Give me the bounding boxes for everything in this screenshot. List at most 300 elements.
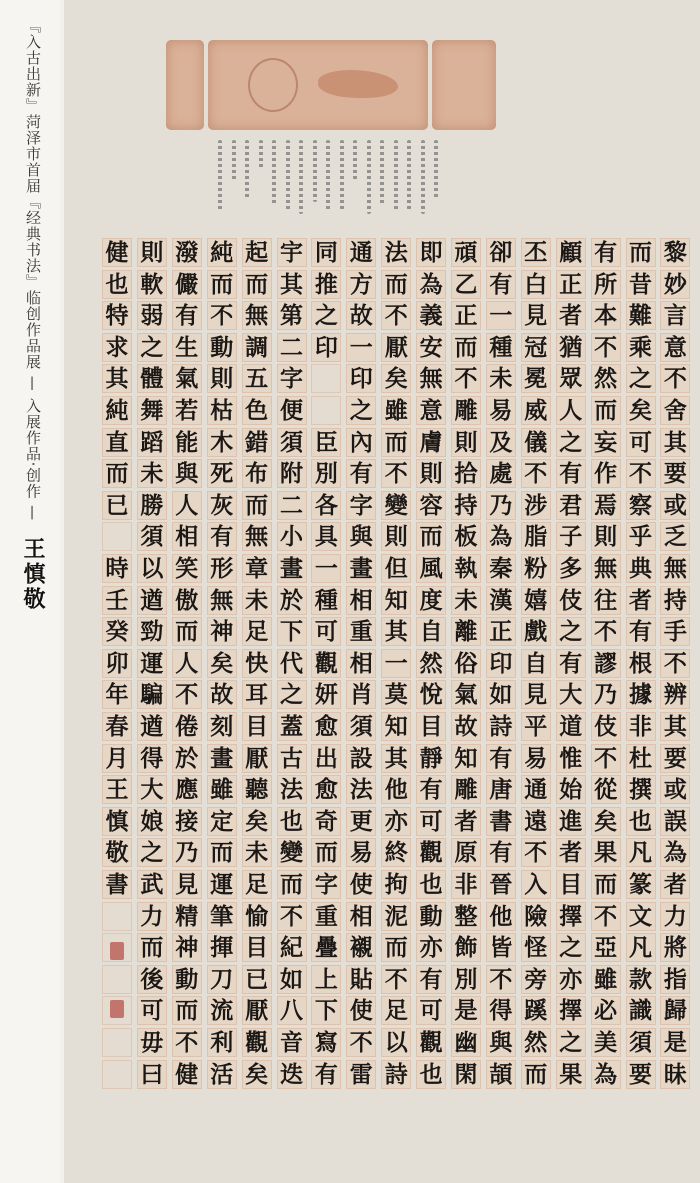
character-cell [207,459,237,488]
calligraphy-character: 是 [454,997,478,1025]
calligraphy-character: 正 [559,270,583,298]
character-cell [207,301,237,330]
calligraphy-character: 傲 [175,586,199,614]
character-cell [626,364,656,393]
character-cell [277,459,307,488]
character-cell [207,1060,237,1089]
character-cell [591,807,621,836]
calligraphy-character: 與 [175,460,199,488]
calligraphy-character: 不 [663,365,687,393]
character-cell [277,965,307,994]
character-cell [451,775,481,804]
character-cell [137,396,167,425]
calligraphy-character: 有 [419,965,443,993]
calligraphy-character: 襯 [349,934,373,962]
character-cell [521,428,551,457]
calligraphy-character: 要 [629,1060,652,1088]
calligraphy-character: 利 [210,1029,234,1056]
calligraphy-character: 無 [245,302,269,330]
character-cell [626,522,656,551]
character-cell [311,965,341,994]
character-cell [311,680,341,709]
character-cell [346,554,376,583]
calligraphy-character: 者 [629,586,652,614]
calligraphy-character: 之 [280,681,303,709]
character-cell [381,617,411,646]
character-cell [556,396,586,425]
character-cell [626,586,656,615]
character-cell [591,270,621,299]
character-cell [486,838,516,867]
character-cell [207,491,237,520]
character-cell [172,996,202,1025]
character-cell [626,617,656,646]
character-cell [521,680,551,709]
character-cell [416,522,446,551]
character-cell [486,933,516,962]
character-cell [137,459,167,488]
character-cell [486,744,516,773]
character-cell [346,838,376,867]
calligraphy-character: 不 [594,902,618,930]
calligraphy-character: 或 [663,491,687,519]
calligraphy-character: 畫 [349,555,373,582]
character-cell [311,649,341,678]
calligraphy-character: 於 [175,744,199,772]
calligraphy-character: 相 [175,523,199,551]
calligraphy-character: 後 [140,965,164,993]
character-cell [660,996,690,1025]
character-cell [521,238,551,267]
calligraphy-character: 本 [594,302,618,330]
calligraphy-character: 死 [210,460,234,488]
calligraphy-character: 離 [454,618,478,646]
calligraphy-character: 及 [489,428,513,456]
calligraphy-character: 然 [594,365,618,393]
calligraphy-character: 笑 [175,555,199,582]
calligraphy-character: 則 [594,523,618,551]
character-cell [416,364,446,393]
character-cell [381,712,411,741]
character-cell [277,396,307,425]
calligraphy-character: 下 [280,618,303,646]
calligraphy-character: 則 [210,365,234,393]
calligraphy-character: 閑 [454,1060,478,1088]
character-cell [381,301,411,330]
character-cell [242,586,272,615]
character-cell [172,491,202,520]
calligraphy-character: 而 [384,428,408,456]
calligraphy-character: 而 [175,618,199,646]
label-separator-1: — [24,375,42,392]
character-cell [381,522,411,551]
calligraphy-character: 法 [280,776,303,804]
calligraphy-character: 拘 [384,871,408,898]
calligraphy-character: 毋 [140,1029,164,1056]
character-cell [626,333,656,362]
calligraphy-character: 靜 [419,744,443,772]
character-cell [311,586,341,615]
character-cell [207,933,237,962]
calligraphy-character: 不 [629,460,652,488]
character-cell [242,238,272,267]
character-cell [346,1060,376,1089]
calligraphy-character: 肖 [349,681,373,709]
character-cell [591,775,621,804]
chariot-wheel-icon [248,58,298,112]
calligraphy-character: 漢 [489,586,513,614]
character-cell [102,649,132,678]
character-cell [591,712,621,741]
character-cell [416,586,446,615]
calligraphy-character: 而 [384,934,408,962]
character-cell [521,965,551,994]
calligraphy-character: 有 [629,618,652,646]
character-cell [591,744,621,773]
calligraphy-character: 畫 [280,555,303,582]
character-cell [172,1028,202,1057]
calligraphy-character: 健 [175,1060,199,1088]
calligraphy-character: 軟 [140,270,164,298]
character-cell [381,870,411,899]
calligraphy-character: 小 [280,523,303,551]
character-cell [311,775,341,804]
calligraphy-character: 有 [210,523,234,551]
calligraphy-character: 美 [594,1029,618,1056]
character-cell [660,933,690,962]
character-cell [277,428,307,457]
calligraphy-character: 以 [140,555,164,582]
character-cell [137,522,167,551]
character-cell [416,1028,446,1057]
character-cell [626,870,656,899]
calligraphy-character: 使 [349,997,373,1025]
calligraphy-character: 應 [175,776,199,804]
calligraphy-character: 不 [524,839,548,867]
calligraphy-character: 可 [419,807,443,835]
calligraphy-character: 易 [489,397,513,424]
character-cell [277,712,307,741]
character-cell [556,554,586,583]
calligraphy-character: 不 [663,649,687,677]
calligraphy-character: 雖 [384,397,408,424]
character-cell [591,870,621,899]
seal-rubbing-band [166,40,496,130]
calligraphy-character: 篆 [629,871,652,898]
calligraphy-character: 無 [245,523,269,551]
calligraphy-character: 不 [594,333,618,361]
character-cell [311,744,341,773]
character-cell [207,428,237,457]
calligraphy-character: 厭 [384,333,408,361]
character-cell [102,554,132,583]
calligraphy-character: 者 [663,871,687,898]
calligraphy-character: 健 [105,239,129,266]
calligraphy-character: 終 [384,839,408,867]
calligraphy-character: 故 [210,681,234,709]
character-cell [137,1028,167,1057]
calligraphy-character: 種 [489,333,513,361]
character-cell [137,491,167,520]
character-cell [242,838,272,867]
character-cell [660,459,690,488]
calligraphy-character: 八 [280,997,303,1025]
calligraphy-character: 知 [384,713,408,740]
character-cell [591,586,621,615]
character-cell [311,301,341,330]
character-cell [591,364,621,393]
character-cell [381,586,411,615]
character-cell [137,238,167,267]
calligraphy-character: 泥 [384,902,408,930]
calligraphy-character: 動 [210,333,234,361]
inscription-line [407,140,411,210]
calligraphy-character: 相 [349,649,373,677]
calligraphy-character: 見 [524,302,548,330]
character-cell [137,965,167,994]
character-cell [102,807,132,836]
character-cell [521,902,551,931]
character-cell [521,712,551,741]
calligraphy-character: 冕 [524,365,548,393]
calligraphy-character: 處 [489,460,513,488]
calligraphy-character: 章 [245,555,269,582]
calligraphy-character: 已 [105,491,129,519]
character-cell [451,996,481,1025]
character-cell [451,301,481,330]
calligraphy-character: 為 [594,1060,618,1088]
character-cell [451,554,481,583]
character-cell [556,238,586,267]
calligraphy-character: 印 [489,649,513,677]
calligraphy-character: 怪 [524,934,548,962]
character-cell [486,1028,516,1057]
calligraphy-character: 人 [175,491,199,519]
character-cell [521,807,551,836]
character-cell [172,712,202,741]
character-cell [102,870,132,899]
calligraphy-character: 有 [419,776,443,804]
calligraphy-character: 倦 [175,713,199,740]
character-cell [242,680,272,709]
character-cell [277,1060,307,1089]
calligraphy-character: 他 [384,776,408,804]
character-cell [137,364,167,393]
calligraphy-character: 頑 [454,239,478,266]
calligraphy-character: 大 [140,776,164,804]
character-cell [242,712,272,741]
character-cell [626,933,656,962]
character-cell [346,933,376,962]
character-cell [486,965,516,994]
character-cell [172,270,202,299]
character-cell [556,428,586,457]
character-cell [626,396,656,425]
character-cell [451,617,481,646]
calligraphy-character: 要 [663,460,687,488]
character-cell [346,270,376,299]
calligraphy-character: 則 [419,460,443,488]
calligraphy-character: 代 [280,649,303,677]
calligraphy-character: 印 [314,333,338,361]
character-cell [277,870,307,899]
character-cell [416,270,446,299]
calligraphy-character: 意 [419,397,443,424]
calligraphy-character: 乘 [629,333,652,361]
character-cell [591,1060,621,1089]
character-cell [660,775,690,804]
character-cell [556,838,586,867]
calligraphy-character: 月 [105,744,129,772]
calligraphy-character: 如 [489,681,513,709]
calligraphy-character: 上 [314,965,338,993]
character-cell [172,680,202,709]
character-cell [346,680,376,709]
calligraphy-character: 必 [594,997,618,1025]
calligraphy-grid [102,238,694,1093]
calligraphy-character: 頡 [489,1060,513,1088]
calligraphy-character: 能 [175,428,199,456]
character-cell [102,396,132,425]
calligraphy-character: 膚 [419,428,443,456]
calligraphy-character: 風 [419,555,443,582]
calligraphy-character: 也 [419,871,443,898]
calligraphy-character: 威 [524,397,548,424]
calligraphy-character: 不 [175,681,199,709]
character-cell [451,712,481,741]
character-cell [660,617,690,646]
calligraphy-character: 目 [559,871,583,898]
calligraphy-character: 涉 [524,491,548,519]
calligraphy-character: 而 [454,333,478,361]
character-cell [556,680,586,709]
character-cell [242,902,272,931]
inscription-line [245,140,249,200]
character-cell [381,933,411,962]
calligraphy-character: 然 [419,649,443,677]
character-cell [660,1028,690,1057]
character-cell [137,712,167,741]
character-cell [521,775,551,804]
character-cell [207,617,237,646]
calligraphy-character: 調 [245,333,269,361]
character-cell [346,870,376,899]
character-cell [277,649,307,678]
calligraphy-character: 愈 [314,776,338,804]
calligraphy-character: 其 [105,365,129,393]
character-cell [381,554,411,583]
character-cell [591,491,621,520]
calligraphy-character: 不 [384,965,408,993]
calligraphy-character: 更 [349,807,373,835]
character-cell [207,744,237,773]
calligraphy-character: 詩 [384,1060,408,1088]
character-cell [172,459,202,488]
calligraphy-character: 根 [629,649,652,677]
character-cell [416,554,446,583]
calligraphy-character: 起 [245,239,269,266]
calligraphy-character: 故 [454,713,478,740]
calligraphy-character: 其 [384,618,408,646]
character-cell [242,933,272,962]
character-cell [242,807,272,836]
character-cell [626,965,656,994]
calligraphy-character: 武 [140,871,164,898]
character-cell [346,1028,376,1057]
calligraphy-character: 觀 [314,649,338,677]
calligraphy-character: 古 [280,744,303,772]
character-cell [556,902,586,931]
calligraphy-character: 春 [105,713,129,740]
character-cell [346,617,376,646]
character-cell [346,744,376,773]
character-cell [381,491,411,520]
calligraphy-character: 矣 [384,365,408,393]
calligraphy-character: 顧 [559,239,583,266]
calligraphy-character: 如 [280,965,303,993]
character-cell [277,238,307,267]
calligraphy-character: 書 [105,871,129,898]
character-cell [591,965,621,994]
character-cell [346,459,376,488]
character-cell [311,712,341,741]
calligraphy-character: 疊 [314,934,338,962]
calligraphy-character: 蹊 [524,997,548,1025]
character-cell [311,238,341,267]
character-cell [591,680,621,709]
calligraphy-character: 不 [384,302,408,330]
calligraphy-character: 目 [245,934,269,962]
calligraphy-character: 運 [140,649,164,677]
calligraphy-character: 王 [105,776,129,804]
calligraphy-character: 不 [524,460,548,488]
character-cell [137,838,167,867]
calligraphy-character: 癸 [105,618,129,646]
chariot-rubbing-icon [208,40,428,130]
character-cell [521,459,551,488]
calligraphy-character: 者 [559,839,583,867]
calligraphy-character: 定 [210,807,234,835]
calligraphy-character: 不 [280,902,303,930]
character-cell [137,554,167,583]
calligraphy-character: 其 [384,744,408,772]
character-cell [416,491,446,520]
character-cell [277,586,307,615]
character-cell [277,554,307,583]
character-cell [277,838,307,867]
calligraphy-character: 勁 [140,618,164,646]
calligraphy-character: 撰 [629,776,652,804]
character-cell [556,1028,586,1057]
character-cell [137,1060,167,1089]
character-cell [591,649,621,678]
calligraphy-character: 重 [349,618,373,646]
character-cell [277,902,307,931]
calligraphy-character: 有 [559,649,583,677]
character-cell [172,333,202,362]
calligraphy-character: 壬 [105,586,129,614]
calligraphy-character: 出 [314,744,338,772]
calligraphy-character: 舍 [663,397,687,424]
character-cell [521,364,551,393]
calligraphy-character: 體 [140,365,164,393]
character-cell [207,364,237,393]
character-cell [102,364,132,393]
calligraphy-character: 然 [524,1029,548,1056]
calligraphy-character: 度 [419,586,443,614]
calligraphy-character: 乃 [489,491,513,519]
character-cell [207,333,237,362]
